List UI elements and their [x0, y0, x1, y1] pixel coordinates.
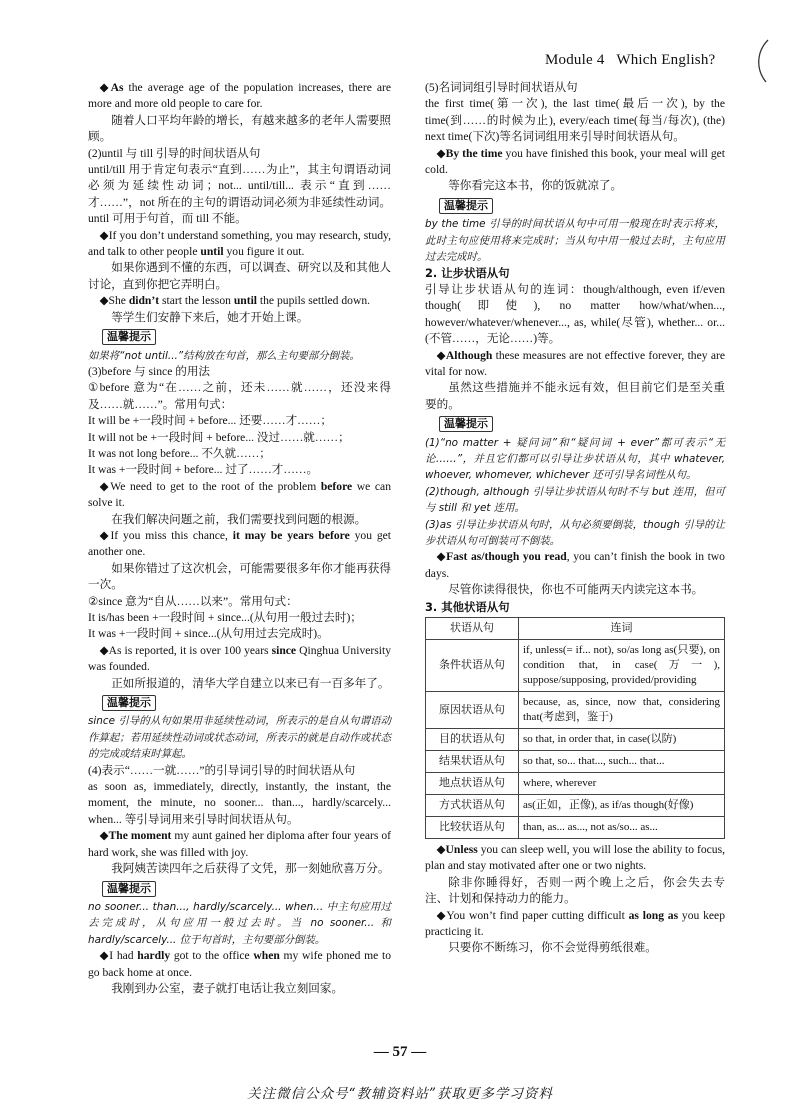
- conjunctions-cell: as(正如，正像), as if/as though(好像): [519, 795, 725, 817]
- tip-box: [102, 695, 391, 711]
- example-sentence: ◆You won’t find paper cutting difficult as long as you keep practicing it.: [425, 908, 725, 939]
- translation: 等学生们安静下来后，她才开始上课。: [111, 310, 309, 324]
- example-sentence: ◆I had hardly got to the office when my wife phoned me to go back home at once.: [88, 949, 391, 979]
- paragraph: 引导让步状语从句的连词：though/although, even if/even though(即使), no matter how/what/when..., however/whatever/whenever..., as, while(尽管), whether... or...(不管……，无论……)等。: [425, 282, 725, 346]
- example-sentence: ◆If you miss this chance, it may be years before you get another one.: [88, 528, 391, 559]
- paragraph: It is/has been +一段时间 + since...(从句用一般过去时)；: [88, 611, 362, 624]
- header-text: [545, 52, 715, 69]
- tip-box: [439, 416, 725, 432]
- adverbial-clause-table: [425, 617, 725, 839]
- translation: 如果你遇到不懂的东西，可以调查、研究以及和其他人讨论，直到你把它弄明白。: [88, 261, 391, 291]
- table-row: [426, 692, 725, 729]
- tip-text: (2)though, although 引导让步状语从句时不与 but 连用，但可与 still 和 yet 连用。: [425, 485, 725, 515]
- module-title: Which English?: [616, 52, 716, 68]
- conjunctions-cell: where, wherever: [519, 773, 725, 795]
- translation: 虽然这些措施并不能永远有效，但目前它们是至关重要的。: [425, 381, 725, 411]
- clause-type-cell: 地点状语从句: [426, 773, 519, 795]
- paragraph: until/till 用于肯定句表示“直到……为止”，其主句谓语动词必须为延续性动词；not... until/till... 表示“直到……才……”，not 所在的主句的谓语动词必须为非延续性动词。until 可用于句首，而 till 不能。: [88, 163, 391, 226]
- translation: 只要你不断练习，你不会觉得剪纸很难。: [448, 941, 657, 955]
- tip-text: no sooner... than..., hardly/scarcely... when... 中主句应用过去完成时，从句应用一般过去时。当 no sooner... 和 hardly/scarcely... 位于句首时，主句要部分倒装。: [88, 900, 391, 946]
- paragraph: It was not long before... 不久就……；: [88, 446, 271, 460]
- translation: 我阿姨苦读四年之后获得了文凭，那一刻她欣喜万分。: [111, 862, 390, 876]
- paragraph: It was +一段时间 + since...(从句用过去完成时)。: [88, 627, 329, 641]
- paragraph: It was +一段时间 + before... 过了……才……。: [88, 463, 319, 477]
- paragraph: It will be +一段时间 + before... 还要……才……；: [88, 414, 332, 428]
- conjunctions-cell: if, unless(= if... not), so/as long as(只要), on condition that, in case(万一), suppose/supposing, provided/providing: [519, 640, 725, 692]
- table-header-clause: 状语从句: [426, 618, 519, 640]
- tip-text: (1)“no matter + 疑问词”和“疑问词 + ever”都可表示“无论……”，并且它们都可以引导让步状语从句，其中 whatever, whoever, whomever, whichever 还可引导名词性从句。: [425, 436, 725, 482]
- table-row: [426, 795, 725, 817]
- table-header-conjunction: 连词: [519, 618, 725, 640]
- translation: 尽管你读得很快，你也不可能两天内读完这本书。: [448, 583, 704, 597]
- table-row: [426, 729, 725, 751]
- right-column-bottom: [425, 842, 725, 957]
- example-sentence: ◆She didn’t start the lesson until the pupils settled down.: [99, 294, 371, 308]
- right-column: [425, 80, 725, 957]
- decorative-arc-icon: [754, 38, 772, 84]
- conjunctions-cell: so that, so... that..., such... that...: [519, 751, 725, 773]
- paragraph: (2)until 与 till 引导的时间状语从句: [88, 146, 261, 160]
- tip-text: since 引导的从句如果用非延续性动词，所表示的是自从句谓语动作算起；若用延续性动词或状态动词，所表示的就是自动作或状态的完成或结束时算起。: [88, 715, 391, 761]
- table-row: [426, 817, 725, 839]
- translation: 等你看完这本书，你的饭就凉了。: [448, 179, 623, 193]
- translation: 除非你睡得好，否则一两个晚上之后，你会失去专注、计划和保持动力的能力。: [425, 875, 725, 906]
- translation: 在我们解决问题之前，我们需要找到问题的根源。: [111, 512, 367, 526]
- footer-note: 关注微信公众号“教辅资料站”获取更多学习资料: [247, 1086, 553, 1102]
- clause-type-cell: 条件状语从句: [426, 640, 519, 692]
- paragraph: ②since 意为“自从……以来”。常用句式：: [88, 594, 298, 608]
- table-header-row: [426, 618, 725, 640]
- table-row: [426, 640, 725, 692]
- tip-box: [102, 881, 391, 897]
- paragraph: (3)before 与 since 的用法: [88, 364, 211, 378]
- conjunctions-cell: so that, in order that, in case(以防): [519, 729, 725, 751]
- tip-box: [439, 198, 725, 214]
- paragraph: as soon as, immediately, directly, instantly, the instant, the moment, the minute, no sooner... than..., hardly/scarcely... when... 等引导词用来引导时间状语从句。: [88, 780, 391, 826]
- example-sentence: ◆By the time you have finished this book, your meal will get cold.: [425, 146, 725, 177]
- example-sentence: ◆Fast as/though you read, you can’t finish the book in two days.: [425, 550, 725, 580]
- section-heading: 2. 让步状语从句: [425, 266, 510, 281]
- conjunctions-cell: than, as... as..., not as/so... as...: [519, 817, 725, 839]
- clause-type-cell: 方式状语从句: [426, 795, 519, 817]
- tip-label: 温馨提示: [102, 329, 156, 345]
- example-sentence: ◆As the average age of the population increases, there are more and more old people to care for.: [88, 81, 391, 111]
- example-sentence: ◆If you don’t understand something, you may research, study, and talk to other people until you figure it out.: [88, 228, 391, 259]
- clause-type-cell: 目的状语从句: [426, 729, 519, 751]
- paragraph: the first time(第一次), the last time(最后一次), by the time(到……的时候为止), every/each time(每当/每次), (the) next time(下次)等名词词组用来引导时间状语从句。: [425, 97, 725, 144]
- tip-label: 温馨提示: [439, 416, 493, 432]
- tip-label: 温馨提示: [439, 198, 493, 214]
- translation: 正如所报道的，清华大学自建立以来已有一百多年了。: [111, 676, 390, 690]
- page-number: — 57 —: [373, 1044, 427, 1060]
- right-column-top: [425, 80, 725, 615]
- clause-type-cell: 比较状语从句: [426, 817, 519, 839]
- translation: 我刚到办公室，妻子就打电话让我立刻回家。: [111, 981, 344, 995]
- tip-text: (3)as 引导让步状语从句时，从句必须要倒装，though 引导的让步状语从句可倒装可不倒装。: [425, 518, 725, 547]
- example-sentence: ◆Although these measures are not effective forever, they are vital for now.: [425, 348, 725, 378]
- translation: 如果你错过了这次机会，可能需要很多年你才能再获得一次。: [88, 561, 391, 592]
- conjunctions-cell: because, as, since, now that, considering that(考虑到，鉴于): [519, 692, 725, 729]
- paragraph: (5)名词词组引导时间状语从句: [425, 81, 578, 94]
- left-column: [88, 80, 391, 997]
- module-label: Module 4: [545, 52, 605, 68]
- example-sentence: ◆As is reported, it is over 100 years since Qinghua University was founded.: [88, 643, 391, 674]
- tip-label: 温馨提示: [102, 881, 156, 897]
- tip-label: 温馨提示: [102, 695, 156, 711]
- paragraph: ①before 意为“在……之前，还未……就……，还没来得及……就……”。常用句式：: [88, 381, 391, 411]
- clause-type-cell: 原因状语从句: [426, 692, 519, 729]
- example-sentence: ◆Unless you can sleep well, you will lose the ability to focus, plan and stay motivated after one or two nights.: [425, 843, 725, 873]
- table-row: [426, 773, 725, 795]
- translation: 随着人口平均年龄的增长，有越来越多的老年人需要照顾。: [88, 113, 391, 144]
- tip-text: 如果将“not until...”结构放在句首，那么主句要部分倒装。: [88, 349, 360, 362]
- paragraph: (4)表示“……一就……”的引导词引导的时间状语从句: [88, 763, 356, 777]
- section-heading: 3. 其他状语从句: [425, 599, 510, 614]
- tip-text: by the time 引导的时间状语从句中可用一般现在时表示将来，此时主句应使用将来完成时；当从句中用一般过去时，主句应用过去完成时。: [425, 218, 725, 264]
- table-row: [426, 751, 725, 773]
- tip-box: [102, 329, 391, 345]
- paragraph: It will not be +一段时间 + before... 没过……就……；: [88, 430, 350, 444]
- example-sentence: ◆We need to get to the root of the problem before we can solve it.: [88, 479, 391, 510]
- clause-type-cell: 结果状语从句: [426, 751, 519, 773]
- example-sentence: ◆The moment my aunt gained her diploma after four years of hard work, she was filled with joy.: [88, 829, 392, 859]
